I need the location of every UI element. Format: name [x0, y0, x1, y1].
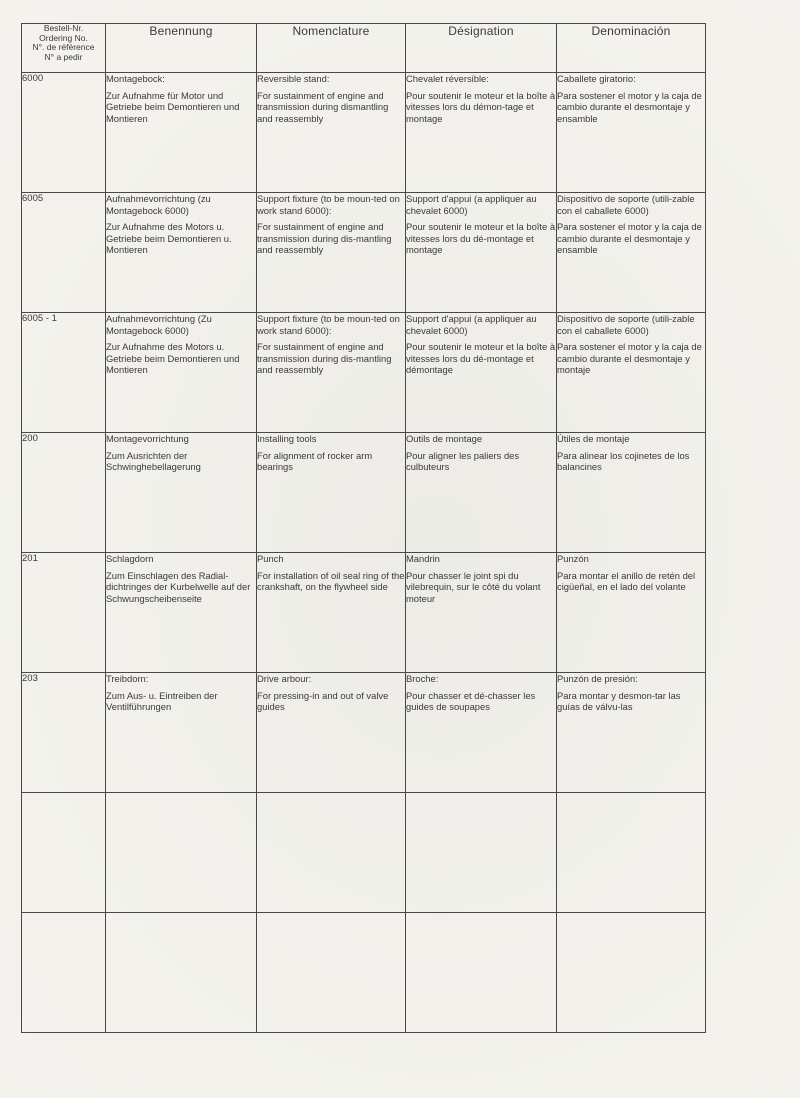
english-description: For sustainment of engine and transmission during dis-mantling and reassembly: [257, 221, 392, 256]
german-description: Zur Aufnahme des Motors u. Getriebe beim Demontieren und Montieren: [106, 341, 240, 376]
english-title: Reversible stand:: [257, 73, 330, 84]
german-description: Zur Aufnahme für Motor und Getriebe beim Demontieren und Montieren: [106, 89, 240, 124]
german-title: Montagebock:: [106, 73, 165, 84]
spanish-description: Para sostener el motor y la caja de cambio durante el desmontaje y ensamble: [557, 89, 702, 124]
order-number: 6005 - 1: [22, 313, 106, 433]
english-title: Punch: [257, 553, 284, 564]
empty-cell: [257, 913, 406, 1033]
english-cell: [257, 673, 406, 793]
order-number: 200: [22, 433, 106, 553]
spanish-cell: [557, 193, 706, 313]
english-description: For sustainment of engine and transmission during dis-mantling and reassembly: [257, 341, 392, 376]
order-number: 203: [22, 673, 106, 793]
column-header-french: Désignation: [406, 24, 557, 73]
french-title: Outils de montage: [406, 433, 483, 444]
order-number: 6005: [22, 193, 106, 313]
english-cell: [257, 433, 406, 553]
english-description: For alignment of rocker arm bearings: [257, 449, 373, 473]
english-title: Drive arbour:: [257, 673, 312, 684]
german-description: Zum Einschlagen des Radial-dichtringes der Kurbelwelle auf der Schwungscheibenseite: [106, 569, 251, 604]
french-description: Pour aligner les paliers des culbuteurs: [406, 449, 520, 473]
table-row: [22, 313, 706, 433]
column-header-german: Benennung: [106, 24, 257, 73]
french-description: Pour chasser et dé-chasser les guides de soupapes: [406, 689, 536, 713]
french-description: Pour soutenir le moteur et la boîte à vitesses lors du démon-tage et montage: [406, 89, 556, 124]
spanish-title: Caballete giratorio:: [557, 73, 636, 84]
german-cell: [106, 313, 257, 433]
order-label-line: N° a pedir: [44, 51, 83, 62]
table-row: [22, 73, 706, 193]
order-label-line: Ordering No.: [39, 32, 88, 43]
english-cell: [257, 73, 406, 193]
german-description: Zur Aufnahme des Motors u. Getriebe beim Demontieren u. Montieren: [106, 221, 232, 256]
tools-table: [21, 23, 706, 1033]
french-cell: [406, 313, 557, 433]
empty-cell: [557, 793, 706, 913]
french-cell: [406, 73, 557, 193]
empty-table-row: [22, 913, 706, 1033]
german-cell: [106, 673, 257, 793]
german-cell: [106, 73, 257, 193]
german-title: Treibdorn:: [106, 673, 149, 684]
english-cell: [257, 313, 406, 433]
french-cell: [406, 433, 557, 553]
order-number: 6000: [22, 73, 106, 193]
empty-cell: [406, 793, 557, 913]
english-description: For installation of oil seal ring of the crankshaft, on the flywheel side: [257, 569, 405, 593]
german-title: Aufnahmevorrichtung (zu Montagebock 6000): [106, 193, 211, 216]
empty-cell: [106, 793, 257, 913]
french-cell: [406, 193, 557, 313]
spanish-title: Dispositivo de soporte (utili-zable con el caballete 6000): [557, 193, 695, 216]
order-number: 201: [22, 553, 106, 673]
empty-cell: [106, 913, 257, 1033]
column-header-spanish: Denominación: [557, 24, 706, 73]
german-title: Montagevorrichtung: [106, 433, 189, 444]
spanish-cell: [557, 313, 706, 433]
empty-cell: [22, 793, 106, 913]
spanish-description: Para montar el anillo de retén del cigüeñal, en el lado del volante: [557, 569, 696, 593]
english-title: Installing tools: [257, 433, 317, 444]
english-cell: [257, 553, 406, 673]
empty-cell: [406, 913, 557, 1033]
french-cell: [406, 673, 557, 793]
spanish-title: Punzón de presión:: [557, 673, 638, 684]
english-title: Support fixture (to be moun-ted on work stand 6000):: [257, 313, 400, 336]
spanish-title: Dispositivo de soporte (utili-zable con el caballete 6000): [557, 313, 695, 336]
english-description: For sustainment of engine and transmission during dismantling and reassembly: [257, 89, 389, 124]
english-description: For pressing-in and out of valve guides: [257, 689, 389, 713]
table-row: [22, 193, 706, 313]
table-header-row: [22, 24, 706, 73]
empty-cell: [22, 913, 106, 1033]
spanish-title: Útiles de montaje: [557, 433, 630, 444]
french-description: Pour chasser le joint spi du vilebrequin, sur le côté du volant moteur: [406, 569, 541, 604]
german-description: Zum Aus- u. Eintreiben der Ventilführungen: [106, 689, 218, 713]
table-row: [22, 673, 706, 793]
french-cell: [406, 553, 557, 673]
german-cell: [106, 193, 257, 313]
french-title: Broche:: [406, 673, 439, 684]
german-cell: [106, 553, 257, 673]
german-title: Schlagdorn: [106, 553, 154, 564]
german-description: Zum Ausrichten der Schwinghebellagerung: [106, 449, 201, 473]
table-row: [22, 553, 706, 673]
empty-cell: [557, 913, 706, 1033]
spanish-description: Para sostener el motor y la caja de cambio durante el desmontaje y ensamble: [557, 221, 702, 256]
empty-table-row: [22, 793, 706, 913]
spanish-description: Para montar y desmon-tar las guías de válvu-las: [557, 689, 681, 713]
french-description: Pour soutenir le moteur et la boîte à vitesses lors du dé-montage et montage: [406, 221, 556, 256]
english-title: Support fixture (to be moun-ted on work stand 6000):: [257, 193, 400, 216]
french-title: Mandrin: [406, 553, 440, 564]
spanish-description: Para sostener el motor y la caja de cambio durante el desmontaje y montaje: [557, 341, 702, 376]
spanish-title: Punzón: [557, 553, 589, 564]
table-row: [22, 433, 706, 553]
order-label-line: Bestell-Nr.: [43, 23, 84, 33]
spanish-cell: [557, 73, 706, 193]
spanish-cell: [557, 673, 706, 793]
french-description: Pour soutenir le moteur et la boîte à vitesses lors du dé-montage et démontage: [406, 341, 556, 376]
french-title: Support d'appui (a appliquer au chevalet 6000): [406, 193, 537, 216]
spanish-cell: [557, 433, 706, 553]
column-header-english: Nomenclature: [257, 24, 406, 73]
order-number-header: [22, 24, 106, 73]
german-title: Aufnahmevorrichtung (Zu Montagebock 6000): [106, 313, 212, 336]
french-title: Chevalet réversible:: [406, 73, 489, 84]
spanish-description: Para alinear los cojinetes de los balancines: [557, 449, 690, 473]
french-title: Support d'appui (a appliquer au chevalet 6000): [406, 313, 537, 336]
order-label-line: N°. de référence: [32, 42, 95, 53]
german-cell: [106, 433, 257, 553]
spanish-cell: [557, 553, 706, 673]
english-cell: [257, 193, 406, 313]
empty-cell: [257, 793, 406, 913]
